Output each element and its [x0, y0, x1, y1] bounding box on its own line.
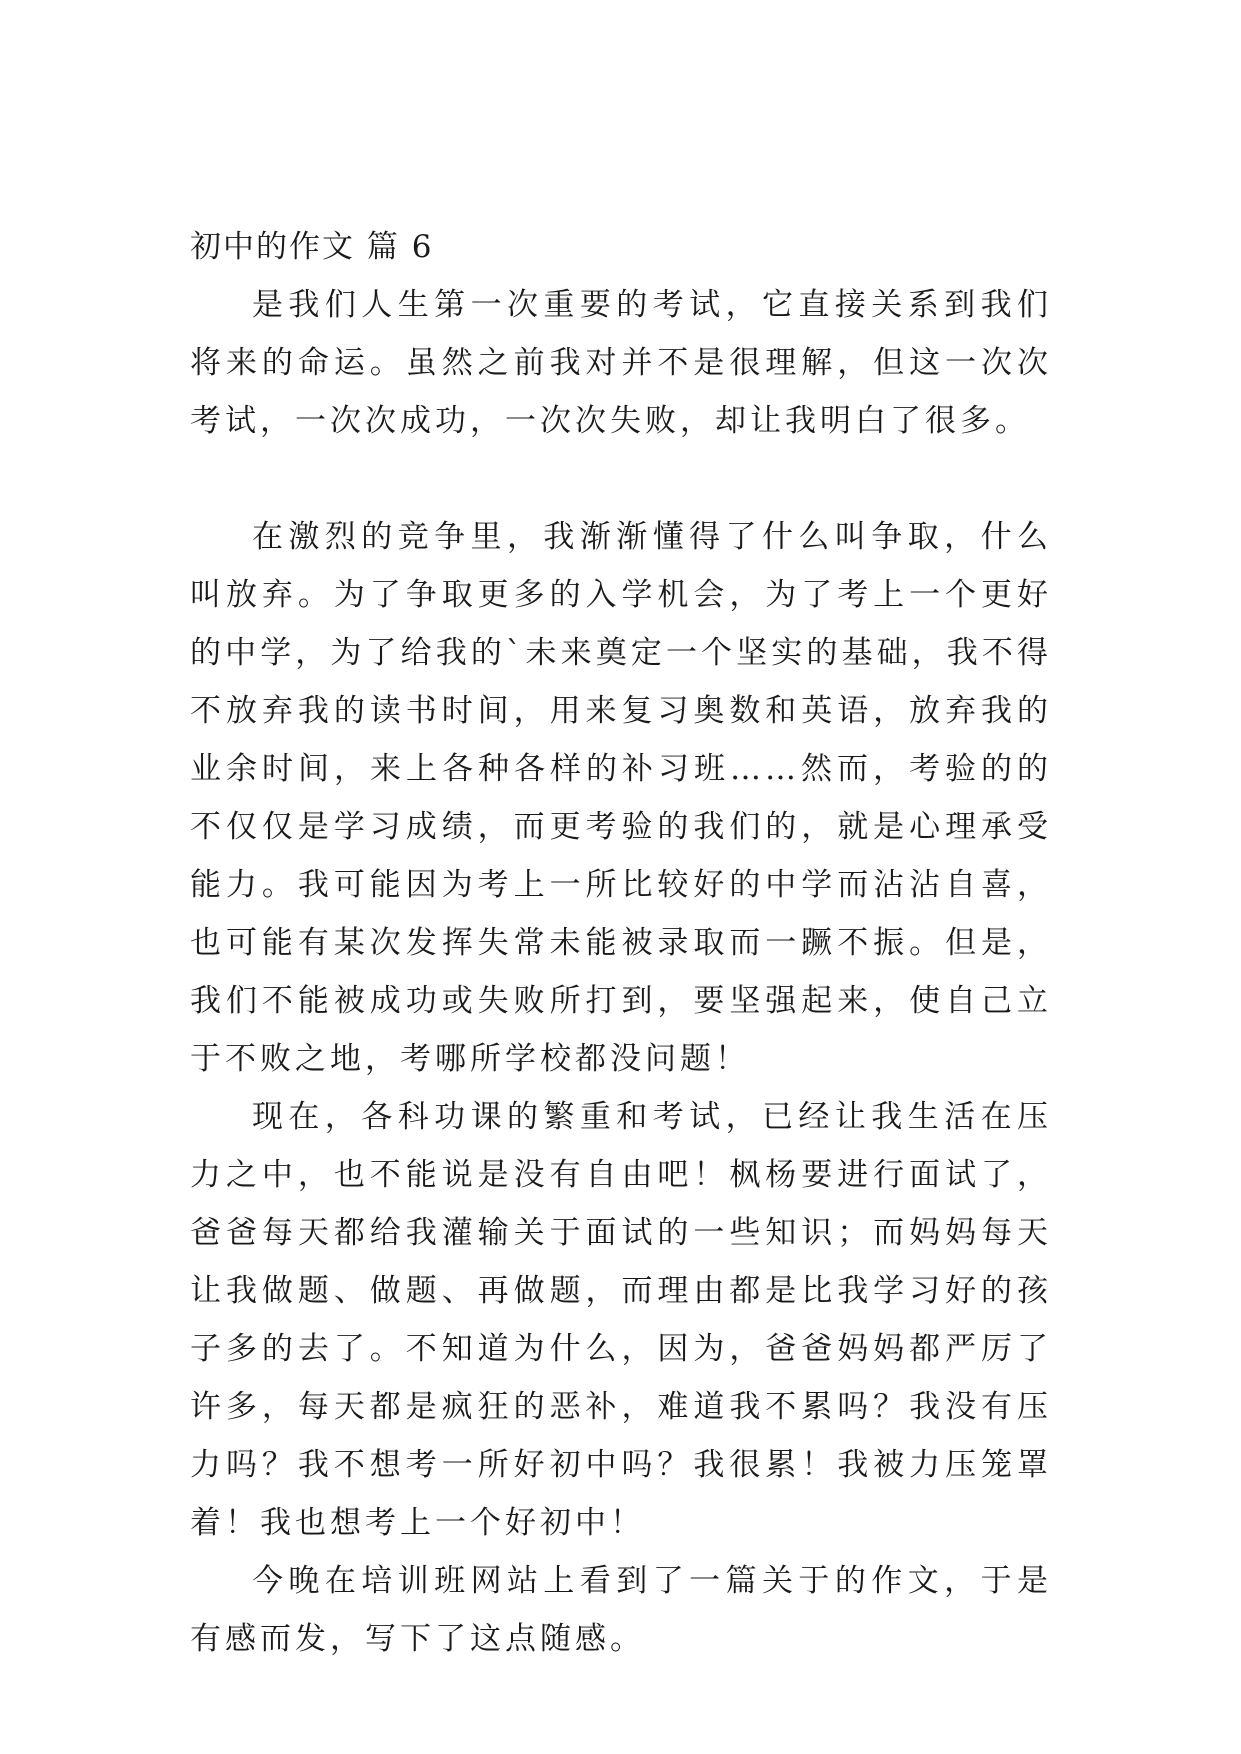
document-title: 初中的作文 篇 6: [190, 229, 434, 265]
document-body: [190, 218, 1052, 1668]
paragraph-spacer: [190, 450, 1052, 508]
paragraph-3: 现在，各科功课的繁重和考试，已经让我生活在压力之中，也不能说是没有自由吧！枫杨要进行面试了，爸爸每天都给我灌输关于面试的一些知识；而妈妈每天让我做题、做题、再做题，而理由都是比我学习好的孩子多的去了。不知道为什么，因为，爸爸妈妈都严厉了许多，每天都是疯狂的恶补，难道我不累吗？我没有压力吗？我不想考一所好初中吗？我很累！我被力压笼罩着！我也想考上一个好初中！: [190, 1099, 1052, 1541]
paragraph-1: 是我们人生第一次重要的考试，它直接关系到我们将来的命运。虽然之前我对并不是很理解，但这一次次考试，一次次成功，一次次失败，却让我明白了很多。: [190, 287, 1052, 439]
paragraph-4: 今晚在培训班网站上看到了一篇关于的作文，于是有感而发，写下了这点随感。: [190, 1563, 1052, 1657]
paragraph-2: 在激烈的竞争里，我渐渐懂得了什么叫争取，什么叫放弃。为了争取更多的入学机会，为了考上一个更好的中学，为了给我的`未来奠定一个坚实的基础，我不得不放弃我的读书时间，用来复习奥数和英语，放弃我的业余时间，来上各种各样的补习班……然而，考验的的不仅仅是学习成绩，而更考验的我们的，就是心理承受能力。我可能因为考上一所比较好的中学而沾沾自喜，也可能有某次发挥失常未能被录取而一蹶不振。但是，我们不能被成功或失败所打到，要坚强起来，使自己立于不败之地，考哪所学校都没问题！: [190, 519, 1052, 1077]
